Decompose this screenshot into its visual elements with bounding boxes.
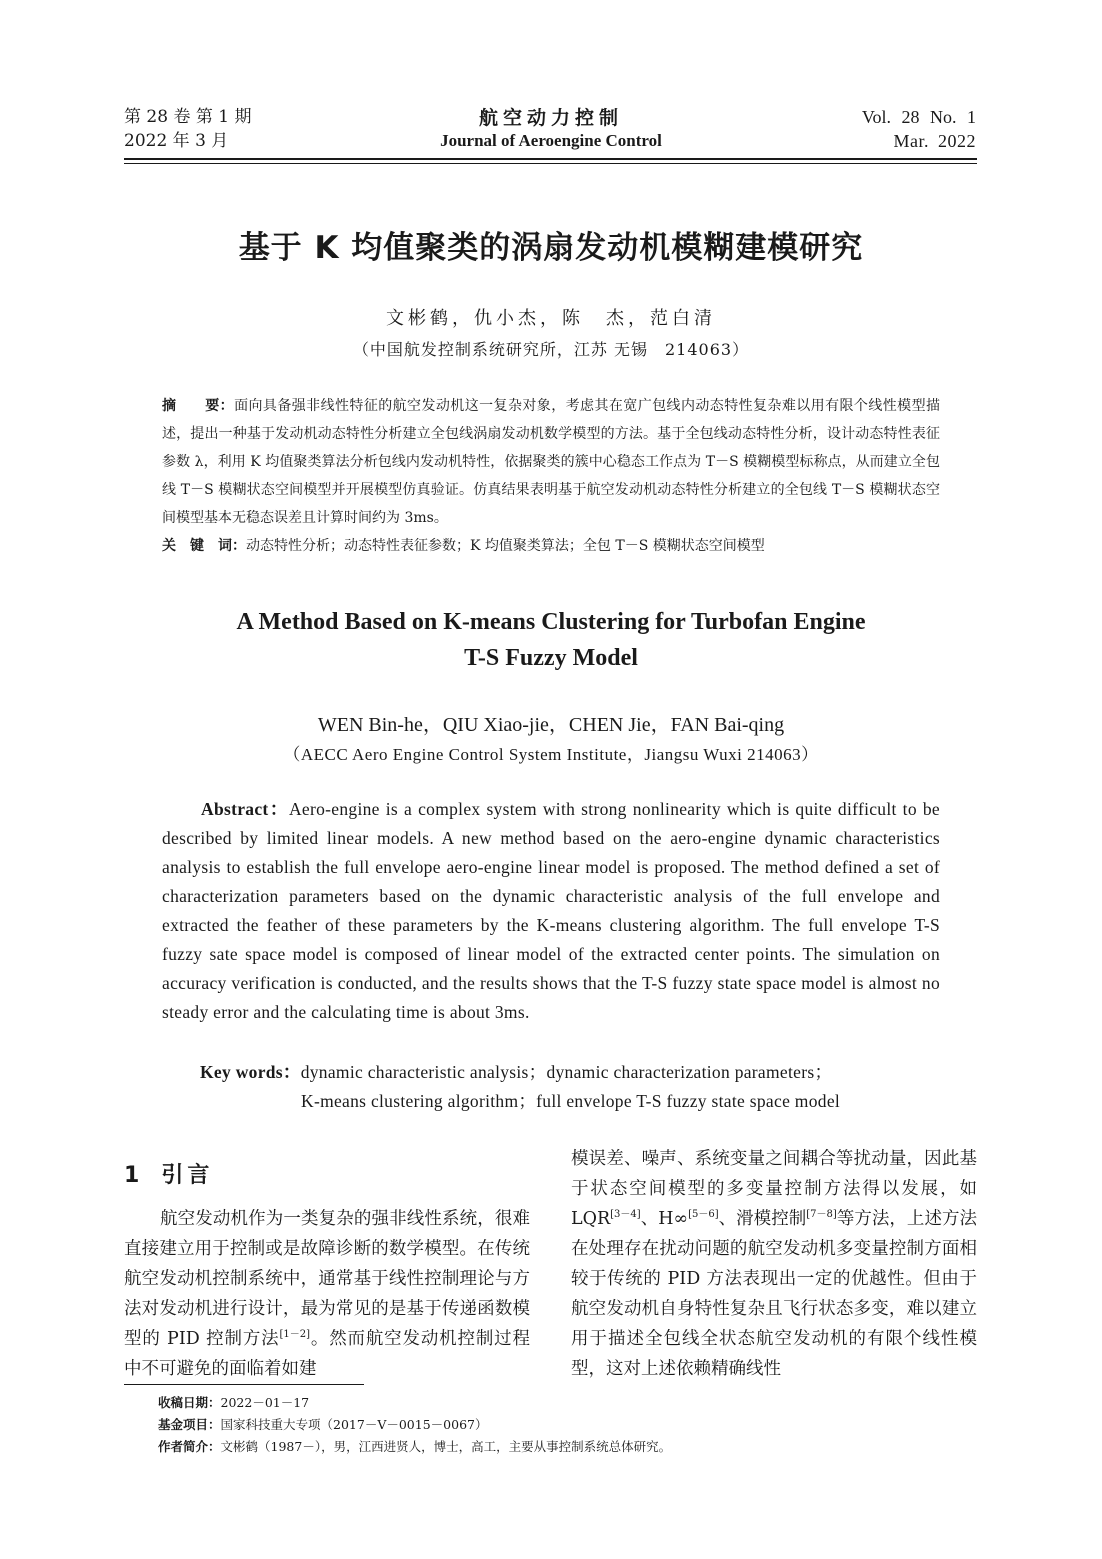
footnote-text: 国家科技重大专项（2017－Ⅴ－0015－0067） [220, 1417, 488, 1432]
body-text: 、滑模控制 [718, 1209, 807, 1229]
affiliation-en: （AECC Aero Engine Control System Institute，Jiangsu Wuxi 214063） [283, 745, 819, 764]
date-en: Mar. 2022 [893, 131, 976, 151]
body-text: 模误差、噪声、系统变量之间耦合等扰动量，因此基于状态空间模型的多变量控制方法得以发展，如 LQR [571, 1149, 977, 1229]
keywords-cn [162, 532, 940, 560]
keywords-cn-label: 关 键 词： [162, 538, 246, 554]
body-column-left [124, 1204, 530, 1384]
abstract-en-label: Abstract： [201, 799, 289, 819]
journal-name-en: Journal of Aeroengine Control [440, 131, 662, 150]
volume-issue-en: Vol. 28 No. 1 [861, 107, 976, 127]
body-text: 、H∞ [640, 1209, 689, 1229]
citation: [7－8] [806, 1209, 837, 1221]
footnote-text: 文彬鹤（1987－），男，江西进贤人，博士，高工，主要从事控制系统总体研究。 [220, 1439, 672, 1454]
footnote-rule [124, 1384, 364, 1385]
affiliation-cn: （中国航发控制系统研究所，江苏 无锡 214063） [352, 340, 750, 359]
section-title: 引言 [161, 1163, 214, 1188]
body-paragraph [124, 1204, 530, 1384]
abstract-cn [162, 392, 940, 560]
body-text: 等方法，上述方法在处理存在扰动问题的航空发动机多变量控制方面相较于传统的 PID 方法表现出一定的优越性。但由于航空发动机自身特性复杂且飞行状态多变，难以建立用于描述全包线全状态航空发动机的有限个线性模型，这对上述依赖精确线性 [571, 1209, 977, 1379]
footnote-received [158, 1394, 309, 1412]
abstract-en [162, 795, 940, 1027]
paper-title-en [0, 604, 1102, 676]
abstract-en-text: Aero-engine is a complex system with strong nonlinearity which is quite difficult to be described by limited linear models. A new method based on the aero-engine dynamic characteristics analysis to establish the full envelope aero-engine linear model is proposed. The method defined a set of characterization parameters based on the dynamic characteristic analysis of the full envelope and extracted the feather of these parameters by the K-means clustering algorithm. The full envelope T-S fuzzy sate space model is composed of linear model of the extracted center points. The simulation on accuracy verification is conducted, and the results shows that the T-S fuzzy state space model is almost no steady error and the calculating time is about 3ms. [162, 799, 941, 1022]
volume-issue-cn: 第 28 卷 第 1 期 [124, 107, 252, 127]
footnote-label: 基金项目： [158, 1417, 221, 1432]
date-cn: 2022 年 3 月 [124, 131, 229, 151]
keywords-en-line2: K-means clustering algorithm；full envelope T-S fuzzy state space model [301, 1091, 841, 1111]
keywords-cn-text: 动态特性分析；动态特性表征参数；K 均值聚类算法；全包 T－S 模糊状态空间模型 [246, 538, 765, 554]
abstract-cn-body [162, 392, 940, 532]
citation: [3－4] [610, 1209, 641, 1221]
section-number: 1 [124, 1163, 144, 1188]
journal-name-cn: 航空动力控制 [478, 107, 623, 129]
section-heading [124, 1158, 213, 1189]
footnote-fund [158, 1416, 487, 1434]
authors-cn: 文彬鹤，仇小杰，陈 杰，范白清 [386, 308, 716, 329]
body-paragraph [571, 1144, 977, 1384]
abstract-cn-label: 摘 要： [162, 398, 235, 414]
body-column-right [571, 1144, 977, 1384]
paper-title-en-line2: T-S Fuzzy Model [464, 645, 638, 671]
footnote-text: 2022－01－17 [220, 1395, 310, 1410]
header-rule-thin [124, 163, 977, 164]
keywords-en [200, 1058, 940, 1116]
body-text: 。然而航空发动机控制过程中不可避免的面临着如建 [124, 1329, 531, 1379]
abstract-en-body [162, 795, 940, 1027]
keywords-en-line1: dynamic characteristic analysis；dynamic characterization parameters； [300, 1062, 833, 1082]
citation: [5－6] [688, 1209, 719, 1221]
paper-title-en-line1: A Method Based on K-means Clustering for Turbofan Engine [236, 609, 866, 635]
citation: [1－2] [279, 1329, 311, 1341]
footnote-label: 收稿日期： [158, 1395, 221, 1410]
footnote-author [158, 1438, 671, 1456]
header-rule-thick [124, 158, 977, 160]
keywords-en-label: Key words： [200, 1062, 301, 1082]
authors-en: WEN Bin-he，QIU Xiao-jie，CHEN Jie，FAN Bai-qing [317, 714, 785, 736]
abstract-cn-text: 面向具备强非线性特征的航空发动机这一复杂对象，考虑其在宽广包线内动态特性复杂难以用有限个线性模型描述，提出一种基于发动机动态特性分析建立全包线涡扇发动机数学模型的方法。基于全包线动态特性分析，设计动态特性表征参数 λ，利用 K 均值聚类算法分析包线内发动机特性，依据聚类的簇中心稳态工作点为 T－S 模糊模型标称点，从而建立全包线 T－S 模糊状态空间模型并开展模型仿真验证。仿真结果表明基于航空发动机动态特性分析建立的全包线 T－S 模糊状态空间模型基本无稳态误差且计算时间约为 3ms。 [162, 398, 940, 526]
paper-title-cn: 基于 K 均值聚类的涡扇发动机模糊建模研究 [238, 230, 864, 266]
body-text: 航空发动机作为一类复杂的强非线性系统，很难直接建立用于控制或是故障诊断的数学模型。在传统航空发动机控制系统中，通常基于线性控制理论与方法对发动机进行设计，最为常见的是基于传递函数模型的 PID 控制方法 [124, 1209, 530, 1349]
footnote-label: 作者简介： [158, 1439, 221, 1454]
